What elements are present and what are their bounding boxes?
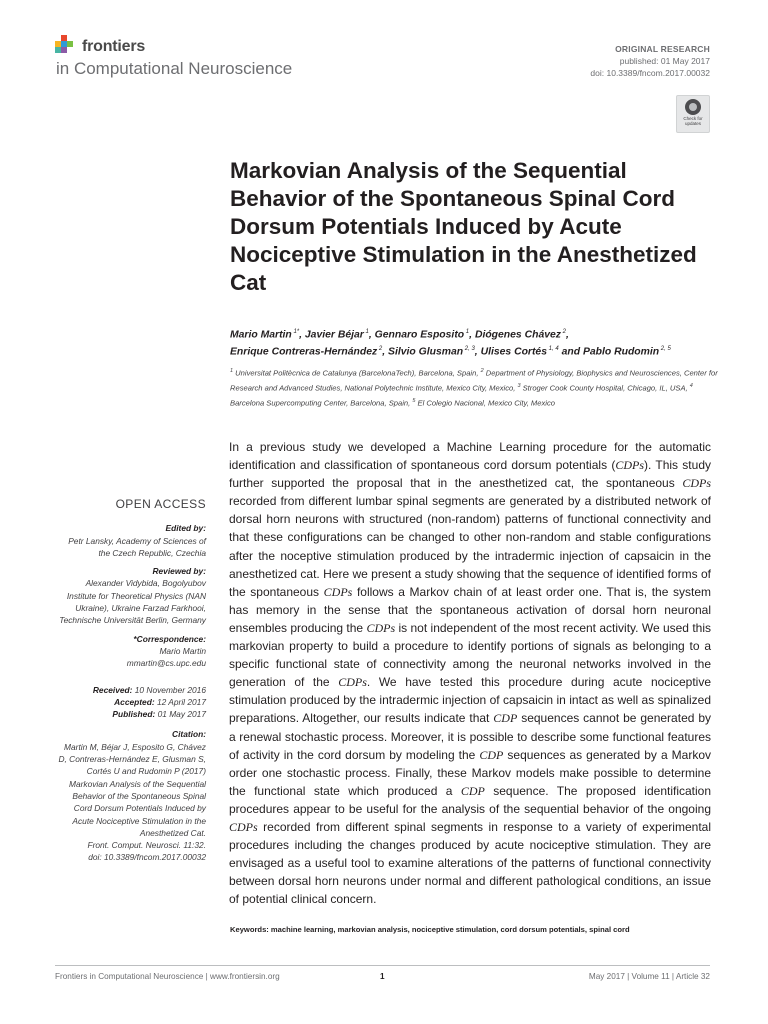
author-name[interactable]: Gennaro Esposito [374,329,465,341]
affiliation-text: Barcelona Supercomputing Center, Barcelona, Spain, [230,398,413,408]
article-doi[interactable]: doi: 10.3389/fncom.2017.00032 [590,68,710,78]
accepted-row [55,696,206,708]
affiliation-number: 2 [480,368,484,374]
author-name[interactable]: Enrique Contreras-Hernández [230,346,378,358]
journal-name: in Computational Neuroscience [56,59,293,78]
abstract-term: CDPs [323,584,353,599]
journal-logo [55,33,355,83]
affiliation-text: Stroger Cook County Hospital, Chicago, IL, USA, [520,383,690,393]
author-affiliation-mark: 1 [363,329,369,335]
published-label: Published: [112,709,156,720]
published-row [55,708,206,720]
abstract-term: CDPs [366,620,396,635]
affiliation-text: El Colegio Nacional, Mexico City, Mexico [415,398,555,408]
author-affiliation-mark: 1* [291,329,300,335]
affiliation-number: 4 [689,382,693,389]
author-affiliation-mark: 2, 3 [463,346,475,353]
check-for-updates-badge[interactable] [676,95,710,133]
citation-doi[interactable]: doi: 10.3389/fncom.2017.00032 [88,852,206,863]
reviewed-by-text: Alexander Vidybida, Bogolyubov Institute for Theoretical Physics (NAN Ukraine), Ukraine Farzad Farkhooi, Technische Universität Berlin, Germany [59,578,206,626]
reviewed-by-label: Reviewed by: [152,566,206,577]
citation-label: Citation: [172,729,206,740]
bookmark-icon [685,99,701,115]
affiliation-number: 5 [412,397,416,404]
abstract-text: sequences as generated by a Markov order one stochastic process. Finally, these Markov models make possible to determine the functional state which produced a [229,747,711,798]
article-meta [590,43,710,79]
author-affiliation-mark: 2 [377,346,383,353]
author-name[interactable]: Diógenes Chávez [474,329,561,341]
abstract-text: recorded from different spinal segments in response to a variety of experimental procedures including the changes produced by acute nociceptive stimulation. They are envisaged as a useful tool to examine alterations of the patterns of functional connectivity between dorsal horn neurons under normal and different pathological conditions, an issue of potential clinical concern. [229,819,711,907]
correspondence-label: *Correspondence: [133,633,206,644]
abstract-text: sequence. The proposed identification procedures appear to be useful for the analysis of the sequential behavior of the ongoing [229,783,712,816]
footer-divider [55,965,710,966]
affiliation-number: 1 [230,368,234,374]
logo-word: frontiers [82,38,146,55]
abstract-text: In a previous study we developed a Machine Learning procedure for the automatic identification and classification of spontaneous cord dorsum potentials ( [229,440,711,473]
author-affiliation-mark: 1, 4 [547,346,559,353]
reviewed-by [55,565,206,626]
abstract-text: follows a Markov chain of at least order one. That is, the system has memory in the sense that the spontaneous activation of dorsal horn neuronal ensembles producing the [229,584,712,635]
abstract-term: CDP [460,783,485,798]
sidebar [55,498,206,870]
edited-by [55,522,206,559]
citation [55,728,206,863]
author-affiliation-mark: 1 [464,329,470,335]
abstract-term: CDP [493,711,518,726]
edited-by-label: Edited by: [165,523,206,534]
author-name[interactable]: Silvio Glusman [388,346,464,358]
author-name[interactable]: Pablo Rudomin [582,346,660,358]
page-number: 1 [380,972,385,981]
received-date: 10 November 2016 [134,684,206,695]
correspondence [55,633,206,670]
accepted-label: Accepted: [114,696,155,707]
correspondence-name: Mario Martin [159,645,206,656]
abstract-term: CDP [479,747,504,762]
frontiers-logo-icon [55,35,77,59]
correspondence-email[interactable]: mmartin@cs.upc.edu [126,658,206,669]
dates [55,684,206,721]
affiliation-text: Universitat Politècnica de Catalunya (BarcelonaTech), Barcelona, Spain, [233,368,481,378]
author-name[interactable]: Ulises Cortés [480,346,547,358]
citation-journal: Front. Comput. Neurosci. 11:32. [87,840,206,851]
abstract [229,438,711,908]
abstract-term: CDPs [338,675,367,690]
article-type: ORIGINAL RESEARCH [615,44,710,54]
author-affiliation-mark: 2 [560,329,566,335]
affiliations [230,365,720,409]
edited-by-text: Petr Lansky, Academy of Sciences of the Czech Republic, Czechia [68,535,206,558]
abstract-text: ). This study further supported the proposal that in the anesthetized cat, the spontaneous [229,458,711,491]
abstract-text: recorded from different lumbar spinal segments are generated by a distributed network of dorsal horn neurons with structured (non-random) patterns of functional connectivity and that these configurations can be changed to other non-random and stable configurations after the noceptive stimulation produced by the intradermic injection of capsaicin in the anesthetized cat. Here we present a study showing that the sequence of identified forms of the spontaneous [229,494,711,599]
footer-journal[interactable]: Frontiers in Computational Neuroscience | www.frontiersin.org [55,972,280,981]
received-row [55,684,206,696]
published-date-sidebar: 01 May 2017 [157,709,206,720]
published-date: published: 01 May 2017 [619,56,710,66]
article-title: Markovian Analysis of the Sequential Behavior of the Spontaneous Spinal Cord Dorsum Potentials Induced by Acute Nociceptive Stimulation in the Anesthetized Cat [230,158,697,295]
affiliation-text: Department of Physiology, Biophysics and Neurosciences, Center for Research and Advanced Studies, National Polytechnic Institute, Mexico City, Mexico, [230,368,718,393]
open-access-label: OPEN ACCESS [115,497,206,511]
abstract-term: CDPs [229,819,258,834]
check-for-updates-label: Check for updates [683,116,703,126]
author-name[interactable]: Javier Béjar [304,329,364,341]
received-label: Received: [92,684,133,695]
footer-issue: May 2017 | Volume 11 | Article 32 [588,972,710,981]
affiliation-number: 3 [517,382,521,389]
abstract-term: CDPs [682,476,711,491]
abstract-text: . We have tested this procedure during acute nociceptive stimulation produced by the intradermic injection of capsaicin in intact as well as spinalized preparations. Altogether, our results indicate that [229,675,711,726]
abstract-term: CDPs [615,458,644,473]
keywords: Keywords: machine learning, markovian analysis, nociceptive stimulation, cord dorsum potentials, spinal cord [230,925,630,934]
abstract-text: is not independent of the most recent activity. We used this markovian property to build a procedure to identify portions of signals as belonging to a specific functional state of connectivity among the neuronal networks involved in the generation of the [229,620,712,690]
citation-text: Martin M, Béjar J, Esposito G, Chávez D, Contreras-Hernández E, Glusman S, Cortés U and Rudomin P (2017) Markovian Analysis of the Sequential Behavior of the Spontaneous Spinal Cord Dorsum Potentials Induced by Acute Nociceptive Stimulation in the Anesthetized Cat. [58,741,206,838]
author-affiliation-mark: 2, 5 [659,346,671,353]
author-name[interactable]: Mario Martin [230,329,292,341]
author-list: Mario Martin $^{1*}$, Javier Béjar $^1$, Gennaro Esposito $^1$, Diógenes Chávez $^2$, Enrique Contreras-Hernández $^2$, Silvio Glusman $^{2, 3}$, Ulises Cortés $^{1, 4}$ and Pablo Rudomin $^{2, 5}$ [230,329,671,358]
accepted-date: 12 April 2017 [156,696,206,707]
abstract-text: sequences cannot be generated by a renewal stochastic process. Moreover, it is possible to describe some functional features of activity in the cord dorsum by modeling the [229,711,711,762]
